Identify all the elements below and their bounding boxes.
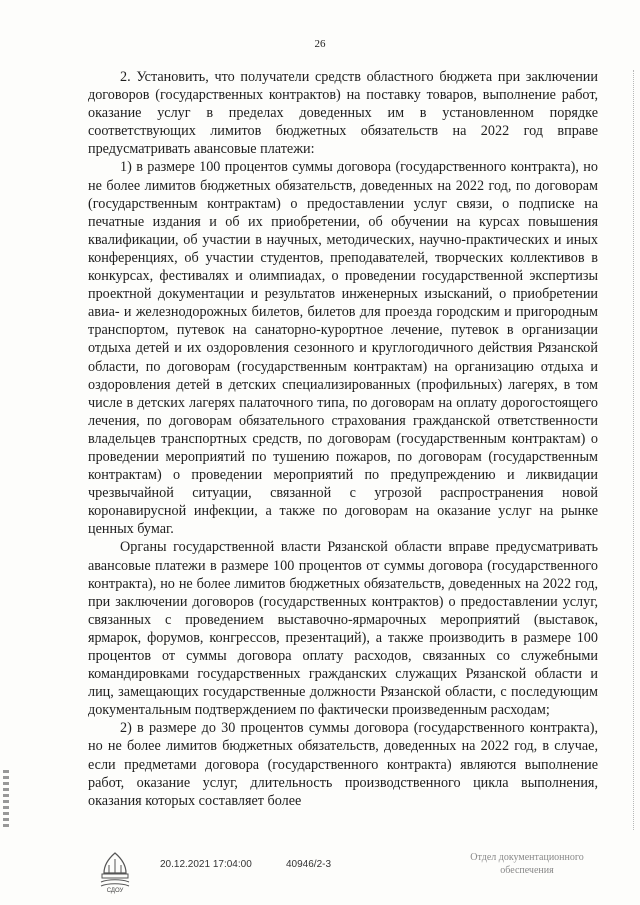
department-stamp (452, 851, 602, 877)
footer-datetime: 20.12.2021 17:04:00 (160, 859, 252, 870)
emblem-seal-icon (98, 851, 132, 889)
paragraph-2-2: 2) в размере до 30 процентов суммы договора (государственного контракта), но не более лимитов бюджетных обязательств, доведенных на 2022 год, в случае, если предметами договора (государственного контракта) являются выполнение работ, оказание услуг, длительность производственного цикла выполнения, оказания которых составляет более (88, 720, 598, 809)
footer-doc-number: 40946/2-3 (286, 859, 332, 870)
document-body (88, 68, 598, 810)
paragraph-2-1: 1) в размере 100 процентов суммы договора (государственного контракта), но не более лимитов бюджетных обязательств, доведенных на 2022 год, по договорам (государственным контрактам) о предоставлении услуг связи, о подписке на печатные издания и об их приобретении, об обучении на курсах повышения квалификации, об участии в научных, методических, научно-практических и иных конференциях, об участии студентов, преподавателей, творческих коллективов в конкурсах, фестивалях и олимпиадах, о проведении государственной экспертизы проектной документации и результатов инженерных изысканий, о приобретении авиа- и железнодорожных билетов, билетов для проезда городским и пригородным транспортом, путевок на санаторно-курортное лечение, путевок в организации отдыха детей и их оздоровления сезонного и круглогодичного действия Рязанской области, по договорам (государственным контрактам) на организацию отдыха и оздоровления детей в детских специализированных (профильных) лагерях, в том числе в детских лагерях палаточного типа, по договорам на оплату дорогостоящего лечения, по договорам обязательного страхования гражданской ответственности владельцев транспортных средств, по договорам (государственным контрактам) о проведении мероприятий по тушению пожаров, по договорам (государственным контрактам) о проведении мероприятий по предупреждению и ликвидации чрезвычайной ситуации, связанной с угрозой распространения новой коронавирусной инфекции, а также по договорам на оказание услуг на рынке ценных бумаг. (88, 159, 598, 538)
page-number: 26 (314, 38, 326, 50)
stamp-line-2: обеспечения (500, 865, 554, 876)
paragraph-2: 2. Установить, что получатели средств областного бюджета при заключении договоров (государственных контрактов) на поставку товаров, выполнение работ, оказание услуг в пределах доведенных им в установленном порядке соответствующих лимитов бюджетных обязательств на 2022 год вправе предусматривать авансовые платежи: (88, 69, 598, 158)
scan-barcode-mark (3, 770, 9, 830)
seal-label: СДОУ (106, 888, 124, 894)
scan-edge-marks (631, 70, 634, 830)
paragraph-organs: Органы государственной власти Рязанской области вправе предусматривать авансовые платежи в размере 100 процентов от суммы договора (государственного контракта), но не более лимитов бюджетных обязательств, доведенных на 2022 год, при заключении договоров (государственных контрактов) о предоставлении услуг, связанных с проведением выставочно-ярмарочных мероприятий (выставок, ярмарок, форумов, конгрессов, презентаций), а также производить в размере 100 процентов от суммы договора оплату расходов, связанных со служебными командировками государственных гражданских служащих Рязанской области и лиц, замещающих государственные должности Рязанской области, с последующим документальным подтверждением по фактически произведенным расходам; (88, 539, 598, 719)
stamp-line-1: Отдел документационного (470, 852, 584, 863)
page-footer (0, 851, 640, 901)
